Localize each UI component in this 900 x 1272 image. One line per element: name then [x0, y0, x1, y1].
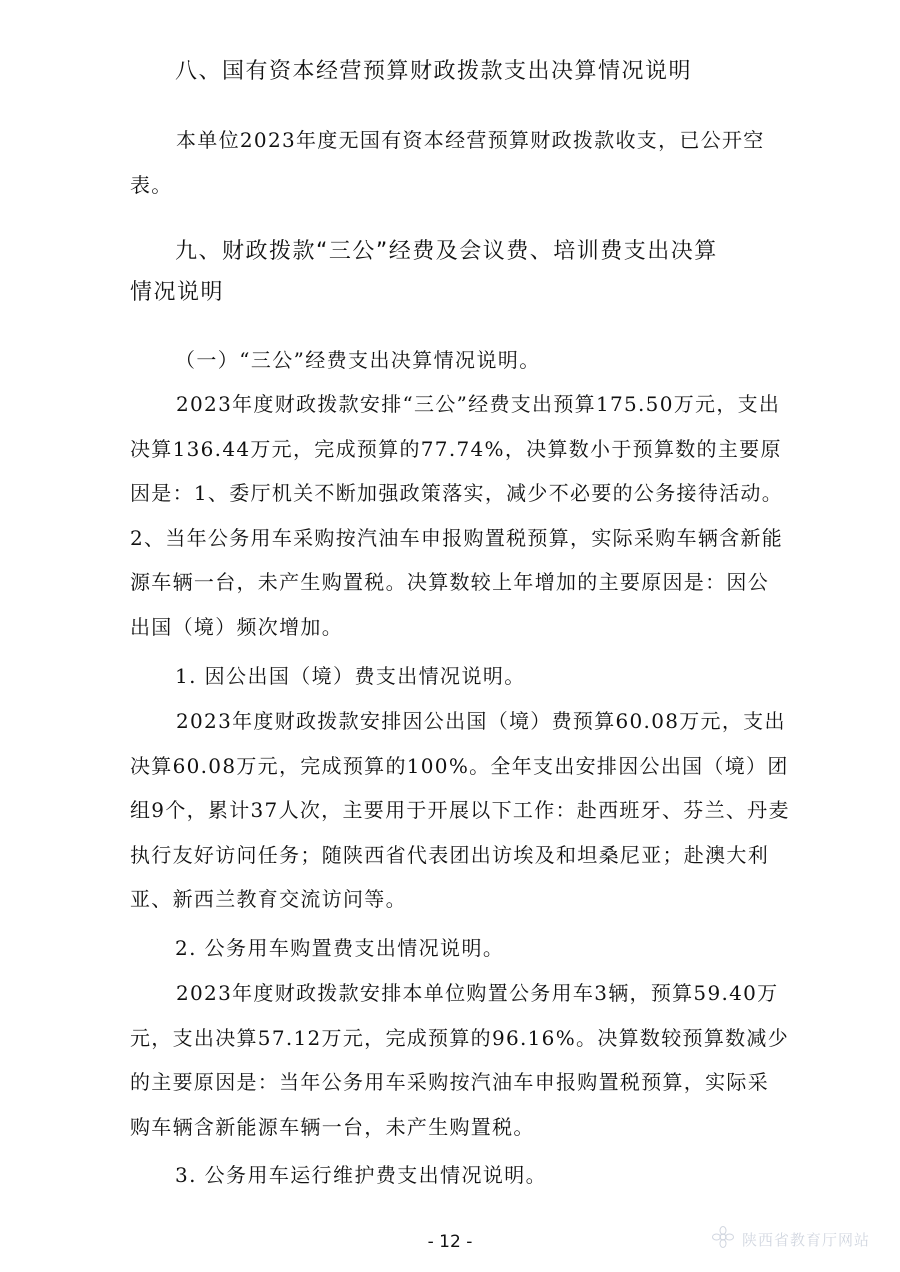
section8-body: [130, 118, 790, 207]
item1-title: 1. 因公出国（境）费支出情况说明。: [175, 664, 526, 688]
item2-body-text: 2023年度财政拨款安排本单位购置公务用车3辆，预算59.40万元，支出决算57.12万元，完成预算的96.16%。决算数较预算数减少的主要原因是：当年公务用车采购按汽油车申报购置税预算，实际采购车辆含新能源车辆一台，未产生购置税。: [130, 981, 790, 1139]
item1-body: [130, 699, 790, 922]
item3-title: 3. 公务用车运行维护费支出情况说明。: [175, 1163, 548, 1187]
watermark-text: 陕西省教育厅网站: [742, 1230, 871, 1249]
section9-heading-line1: 九、财政拨款“三公”经费及会议费、培训费支出决算: [175, 239, 718, 264]
sub1-title: （一）“三公”经费支出决算情况说明。: [175, 348, 541, 372]
page-number: - 12 -: [427, 1232, 473, 1252]
item2-title: 2. 公务用车购置费支出情况说明。: [175, 936, 505, 960]
flower-icon: [710, 1226, 736, 1252]
sub1-body: [130, 382, 790, 649]
item2-body: [130, 971, 790, 1149]
section9-heading-line2: 情况说明: [130, 280, 225, 305]
item1-body-text: 2023年度财政拨款安排因公出国（境）费预算60.08万元，支出决算60.08万元，完成预算的100%。全年支出安排因公出国（境）团组9个，累计37人次，主要用于开展以下工作：赴西班牙、芬兰、丹麦执行友好访问任务；随陕西省代表团出访埃及和坦桑尼亚；赴澳大利亚、新西兰教育交流访问等。: [130, 709, 790, 911]
section8-body-text: 本单位2023年度无国有资本经营预算财政拨款收支，已公开空表。: [130, 128, 765, 197]
watermark: [710, 1226, 870, 1252]
section8-heading: 八、国有资本经营预算财政拨款支出决算情况说明: [175, 59, 693, 84]
sub1-body-text: 2023年度财政拨款安排“三公”经费支出预算175.50万元，支出决算136.44万元，完成预算的77.74%，决算数小于预算数的主要原因是：1、委厅机关不断加强政策落实，减少不必要的公务接待活动。2、当年公务用车采购按汽油车申报购置税预算，实际采购车辆含新能源车辆一台，未产生购置税。决算数较上年增加的主要原因是：因公出国（境）频次增加。: [130, 392, 784, 639]
